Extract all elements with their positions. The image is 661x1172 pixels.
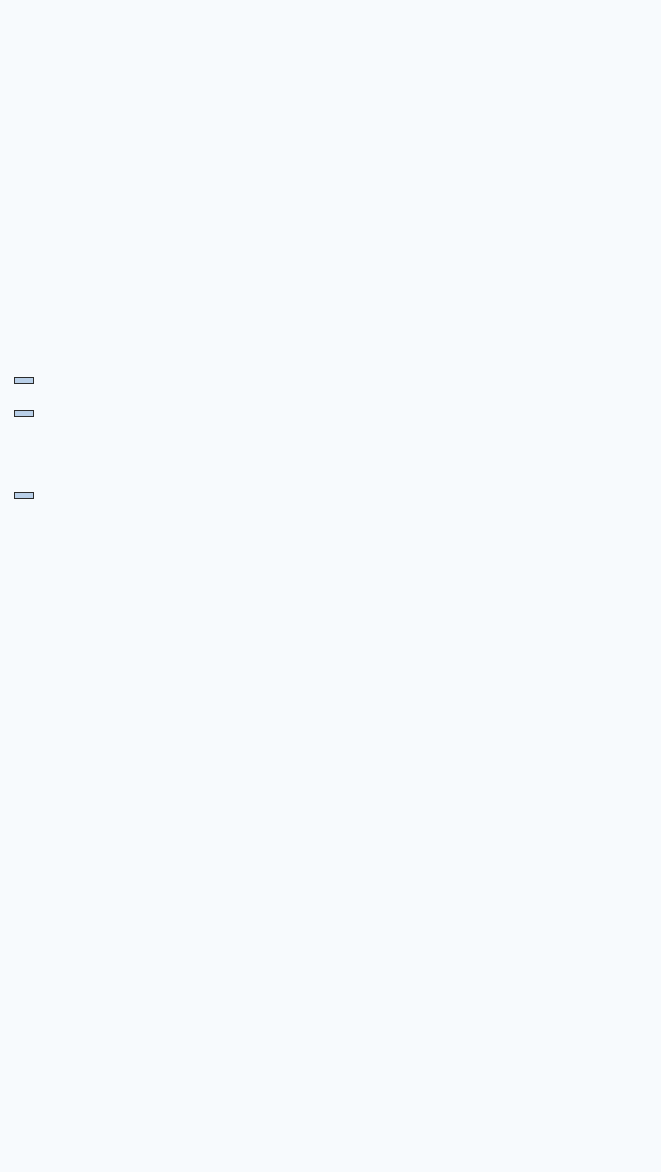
theory-section-title — [14, 377, 34, 384]
stroke-section-title — [14, 492, 34, 499]
model-breakdown — [0, 0, 661, 371]
spec-section-title — [14, 410, 34, 417]
